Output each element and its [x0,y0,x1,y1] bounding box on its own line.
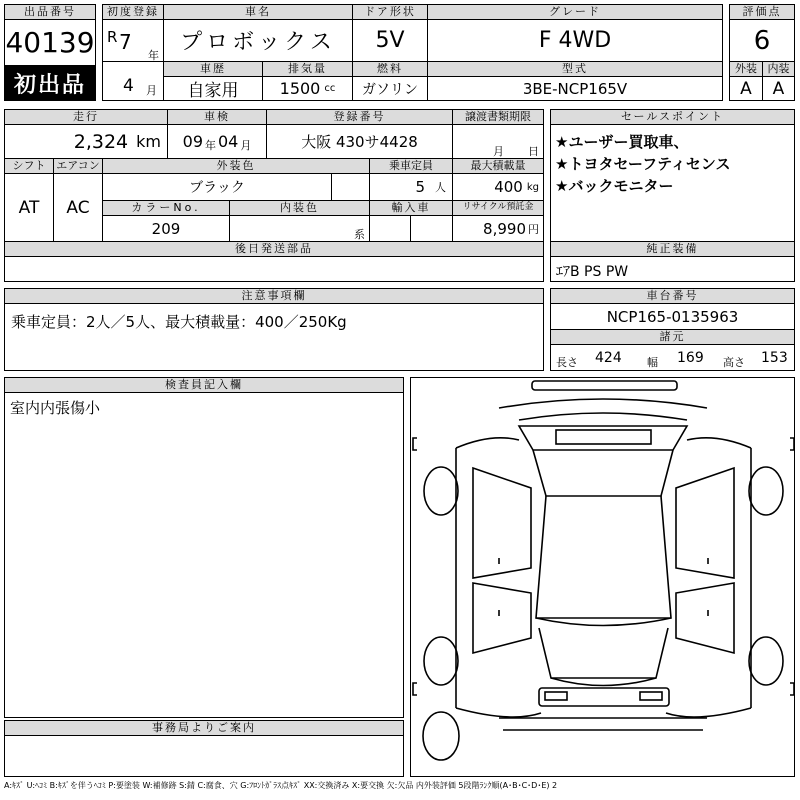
displacement-label: 排気量 [262,61,353,77]
equipment-box [550,256,795,282]
color: ブラック [102,173,332,201]
inspection-year: 09 [182,132,203,151]
ac-label: エアコン [53,158,103,174]
capacity-label: 乗車定員 [369,158,453,174]
year-unit: 年 [148,49,159,62]
lot-no-label: 出品番号 [4,4,96,20]
first-listing-badge: 初出品 [4,65,96,101]
selling-point-item: ★ユーザー買取車、 [555,133,689,151]
notes-box [4,303,544,371]
inspection-label: 車検 [167,109,267,125]
transfer-cell [452,124,544,159]
max-load-unit: kg [526,181,539,193]
later-parts-label: 後日発送部品 [4,241,544,257]
width-label: 幅 [647,356,658,369]
model-code-label: 型式 [427,61,723,77]
car-name: プロボックス [163,19,353,62]
recycle: 8,990 [483,219,526,238]
first-reg-label: 初度登録 [102,4,164,20]
grade: F 4WD [427,19,723,62]
interior-color-unit: 系 [354,228,365,241]
plate: 大阪 430サ4428 [266,124,453,159]
capacity-cell [369,173,453,201]
era: R [107,28,118,46]
car-diagram [411,378,796,778]
chassis-label: 車台番号 [550,288,795,304]
selling-point-item: ★バックモニター [555,177,674,195]
first-reg-month-cell [102,61,164,101]
fuel-label: 燃料 [352,61,428,77]
interior-color-cell [229,215,370,242]
inspection-year-unit: 年 [205,138,216,152]
import-cell-1 [369,215,411,242]
color-no: 209 [102,215,230,242]
capacity: 5 [415,178,425,196]
shift-label: シフト [4,158,54,174]
recycle-unit: 円 [528,222,539,236]
history: 自家用 [163,76,263,101]
mileage-label: 走行 [4,109,168,125]
mileage: 2,324 [73,130,129,153]
chassis-no: NCP165-0135963 [550,303,795,330]
history-label: 車歴 [163,61,263,77]
door: 5V [352,19,428,62]
notes-label: 注意事項欄 [4,288,544,304]
plate-label: 登録番号 [266,109,453,125]
notes-text: 乗車定員：2人／5人、最大積載量：400／250Kg [11,313,347,331]
selling-points-label: セールスポイント [550,109,795,125]
specs-box [550,344,795,371]
max-load-label: 最大積載量 [452,158,544,174]
max-load: 400 [494,178,523,196]
length: 424 [595,350,622,366]
exterior-label: 外装 [729,61,763,77]
width: 169 [677,350,704,366]
inspector-label: 検査員記入欄 [4,377,404,393]
interior-color-label: 内装色 [229,200,370,216]
color-label: 外装色 [102,158,370,174]
transfer-label: 譲渡書類期限 [452,109,544,125]
car-diagram-box [410,377,795,777]
first-reg-year-cell [102,19,164,62]
length-label: 長さ [556,356,578,369]
selling-points-list [555,131,730,197]
recycle-label: リサイクル預託金 [452,200,544,216]
inspection-cell [167,124,267,159]
inspection-month: 04 [218,132,239,151]
transfer-day-unit: 日 [528,145,539,158]
displacement-unit: cc [324,83,336,94]
car-name-label: 車名 [163,4,353,20]
legend-text: A:ｷｽﾞ U:ﾍｺﾐ B:ｷｽﾞを伴うﾍｺﾐ P:要塗装 W:補修跡 S:錆 C:腐食、穴 G:ﾌﾛﾝﾄｶﾞﾗｽ点ｷｽﾞ XX:交換済み X:要交換 欠:欠品 内外装評価 5段階ﾗﾝｸ順(A･B･C･D･E) 2 [4,781,558,790]
mileage-cell [4,124,168,159]
interior-score: A [762,76,795,101]
height-label: 高さ [723,356,745,369]
displacement-cell [262,76,353,101]
color-no-label: カラーNo. [102,200,230,216]
score-label: 評価点 [729,4,795,20]
import-label: 輸入車 [369,200,453,216]
first-reg-month: 4 [123,76,134,96]
office-box [4,735,404,777]
capacity-unit: 人 [435,181,446,194]
equipment-label: 純正装備 [550,241,795,257]
transfer-month-unit: 月 [493,145,504,158]
selling-points-box [550,124,795,242]
selling-point-item: ★トヨタセーフティセンス [555,155,731,173]
import-cell-2 [410,215,453,242]
model-code: 3BE-NCP165V [427,76,723,101]
fuel: ガソリン [352,76,428,101]
specs-label: 諸元 [550,329,795,345]
inspector-text: 室内内張傷小 [10,399,101,417]
month-unit: 月 [146,84,157,97]
exterior-score: A [729,76,763,101]
inspection-month-unit: 月 [240,138,252,152]
later-parts-cell [4,256,544,282]
color-blank-cell [331,173,370,201]
displacement: 1500 [279,79,321,98]
ac: AC [53,173,103,242]
mileage-unit: km [136,132,161,151]
first-reg-year: 7 [119,30,132,54]
grade-label: グレード [427,4,723,20]
inspector-box [4,392,404,718]
height: 153 [761,350,788,366]
office-label: 事務局よりご案内 [4,720,404,736]
max-load-cell [452,173,544,201]
recycle-cell [452,215,544,242]
equipment-value: ｴｱB PS PW [556,264,629,280]
score: 6 [729,19,795,62]
interior-label: 内装 [762,61,795,77]
lot-no: 40139 [4,19,96,66]
shift: AT [4,173,54,242]
door-label: ドア形状 [352,4,428,20]
